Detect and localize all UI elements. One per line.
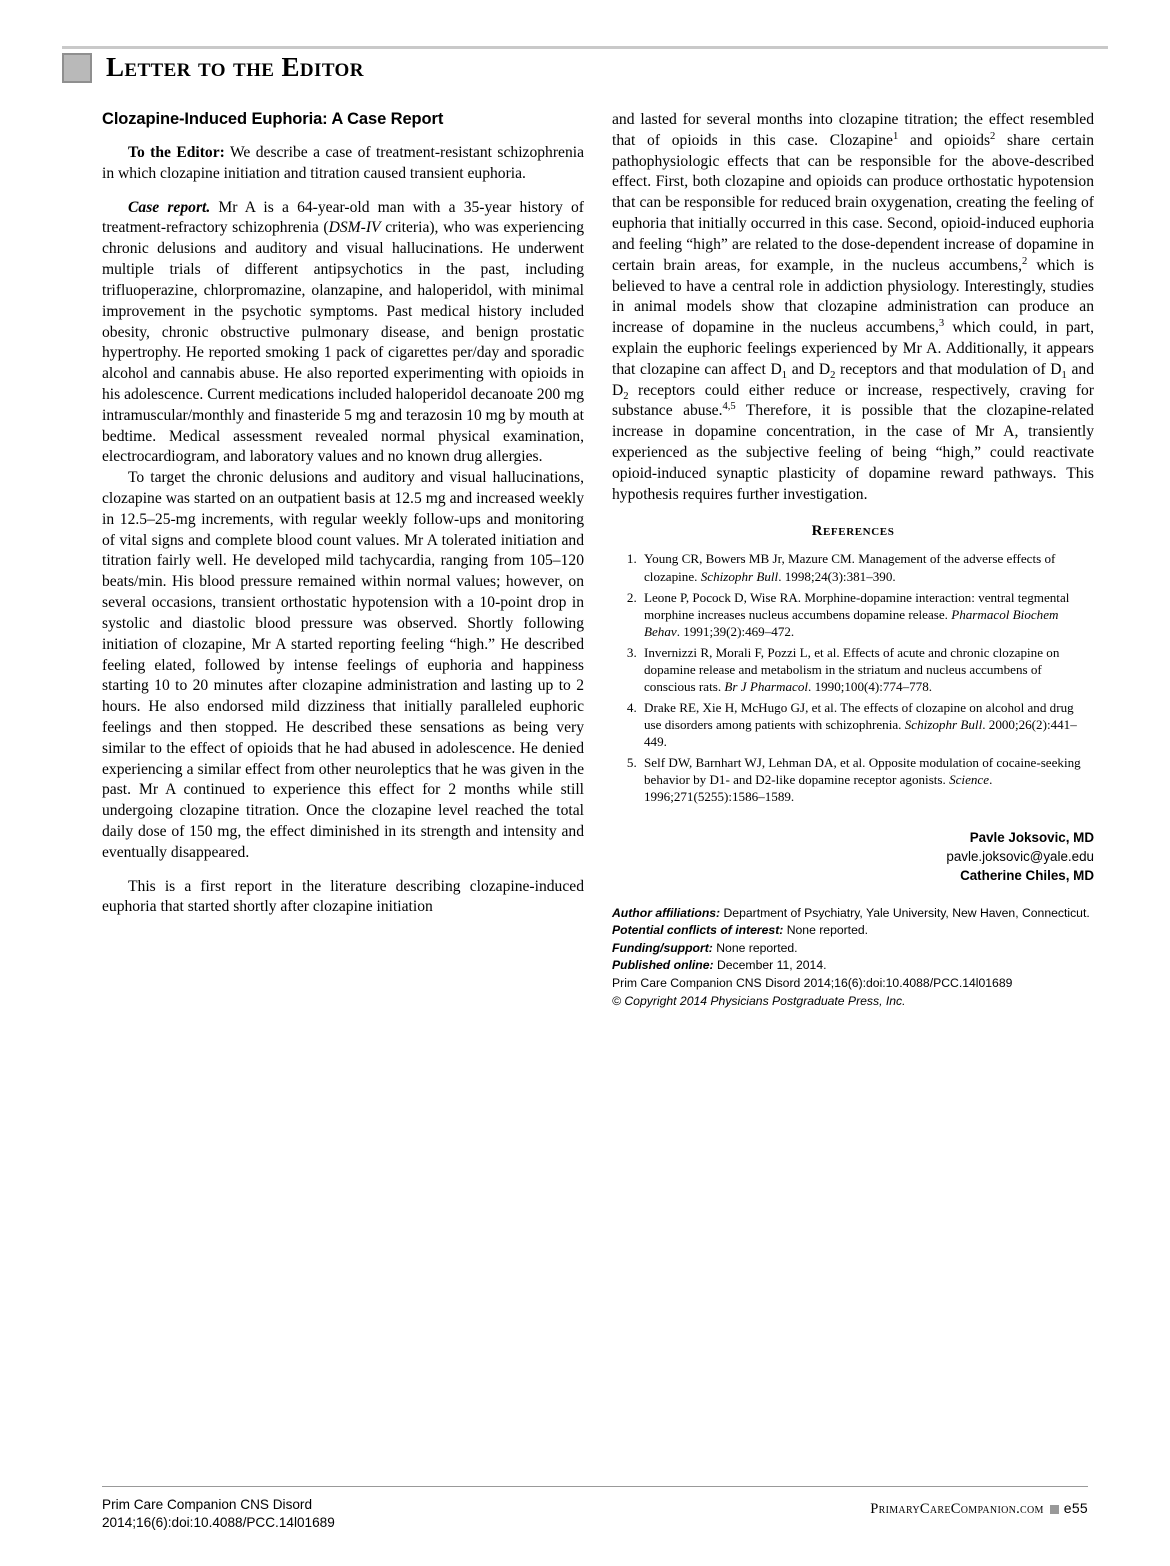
page-footer [102,1486,1088,1546]
reference-item [640,754,1094,805]
to-the-editor-text: We describe a case of treatment-resistant schizophrenia in which clozapine initiation and titration caused transient euphoria. [102,144,584,182]
section-title: Letter to the Editor [106,52,364,82]
dsm-reference: DSM-IV [328,219,381,237]
references-list [612,550,1094,805]
reference-journal: Science [949,772,990,788]
footnotes-block [612,905,1094,1010]
reference-text-a: Self DW, Barnhart WJ, Lehman DA, et al. Opposite modulation of cocaine-seeking behavior by D1- and D2-like dopamine receptor agonists. [644,755,1081,788]
author-block [612,828,1094,885]
citation-ref-2: 2 [990,130,996,142]
footnote-published-text: December 11, 2014. [713,958,827,973]
reference-text-b: . 1991;39(2):469–472. [676,623,795,639]
footnote-affiliations [612,905,1094,922]
discussion-i: receptors could either reduce or increase, respectively, craving for substance abuse. [612,381,1094,420]
discussion-d: which is believed to have a central role in addiction physiology. Interestingly, studies in animal models show that clozapine administration can produce an increase of dopamine in the nucleus accumbens, [612,256,1094,337]
footnote-conflicts-text: None reported. [783,923,869,938]
footnote-affiliations-label: Author affiliations: [612,905,721,920]
footer-journal-line-2: 2014;16(6):doi:10.4088/PCC.14l01689 [102,1515,335,1531]
to-the-editor-lead: To the Editor: [128,144,225,161]
author-name-2: Catherine Chiles, MD [960,867,1094,883]
footnote-funding-label: Funding/support: [612,940,713,955]
footer-site-block [870,1500,1088,1518]
reference-text-a: Drake RE, Xie H, McHugo GJ, et al. The effects of clozapine on alcohol and drug use disorders among patients with schizophrenia. [644,700,1074,733]
case-report-lead: Case report. [128,198,211,216]
footnote-citation: Prim Care Companion CNS Disord 2014;16(6):doi:10.4088/PCC.14l01689 [612,976,1013,990]
reference-text-a: Young CR, Bowers MB Jr, Mazure CM. Management of the adverse effects of clozapine. [644,551,1056,584]
reference-journal: Schizophr Bull [700,568,779,584]
footer-journal-line-1: Prim Care Companion CNS Disord [102,1497,313,1512]
reference-item [640,589,1094,640]
discussion-c: share certain pathophysiologic effects that can be responsible for the above-described effect. First, both clozapine and opioids can produce orthostatic hypotension that can be responsible for reduced brain oxygenation, creating the feeling of euphoria that initially occurred in this case. Second, opioid-induced euphoria and feeling “high” are related to the dose-dependent increase of dopamine in certain brain areas, for example, in the nucleus accumbens, [612,131,1095,274]
footnote-copyright: © Copyright 2014 Physicians Postgraduate Press, Inc. [612,993,906,1008]
header-rule [62,46,1108,49]
citation-ref-2b: 2 [1022,255,1028,267]
receptor-sub-3: 1 [1061,369,1067,381]
receptor-sub-4: 2 [623,390,629,402]
right-column [612,110,1094,1010]
reference-text-b: . 1996;271(5255):1586–1589. [644,772,993,805]
discussion-g: receptors and that modulation of D [835,360,1062,378]
footnote-funding [612,940,1094,957]
footnote-affiliations-text: Department of Psychiatry, Yale University, New Haven, Connecticut. [720,905,1090,920]
footnote-conflicts-label: Potential conflicts of interest: [612,923,784,938]
reference-journal: Schizophr Bull [904,717,983,733]
footer-rule [102,1486,1088,1487]
receptor-sub-1: 1 [781,369,788,381]
discussion-b: and opioids [898,131,991,149]
case-report-text-b: criteria), who was experiencing chronic delusions and auditory and visual hallucinations. He underwent multiple trials of different antipsychotics in the past, including trifluoperazine, chlorpromazine, olanzapine, and haloperidol, with minimal improvement in the psychotic symptoms. Past medical history included obesity, chronic obstructive pulmonary disease, and benign prostatic hypertrophy. He reported smoking 1 pack of cigarettes per/day and sporadic alcohol and cannabis abuse. He also reported experimenting with opioids in his adolescence. Current medications included haloperidol decanoate 200 mg intramuscular/monthly and finasteride 5 mg and terazosin 10 mg by mouth at bedtime. Medical assessment revealed normal physical examination, electrocardiogram, and laboratory values and no known drug allergies. [102,219,585,466]
reference-text-b: . 1998;24(3):381–390. [778,568,896,584]
discussion-h: and D [612,360,1094,399]
references-heading: References [811,523,895,540]
reference-journal: Pharmacol Biochem Behav [644,606,1059,639]
citation-ref-45: 4,5 [722,401,736,413]
citation-ref-3: 3 [938,317,945,329]
discussion-e: which could, in part, explain the euphoric feelings experienced by Mr A. Additionally, it appears that clozapine can affect D [612,319,1094,378]
footer-page-number: e55 [1063,1500,1088,1516]
footer-citation [102,1496,335,1533]
page-header [62,44,1108,90]
reference-journal: Br J Pharmacol [724,678,809,694]
reference-text-b: . 1990;100(4):774–778. [808,678,933,694]
footnote-published [612,957,1094,974]
paragraph-treatment-course: To target the chronic delusions and auditory and visual hallucinations, clozapine was started on an outpatient basis at 12.5 mg and increased weekly in 12.5–25-mg increments, with regular weekly follow-ups and monitoring of vital signs and complete blood count values. Mr A tolerated initiation and titration fairly well. He developed mild tachycardia, ranging from 105–120 beats/min. His blood pressure remained within normal values; however, on several occasions, transient orthostatic hypotension with a 10-point drop in systolic and diastolic blood pressure was observed. Shortly following initiation of clozapine, Mr A started reporting feeling “high.” He described feeling elated, followed by intense feelings of euphoria and happiness starting 10 to 20 minutes after clozapine administration and lasting up to 2 hours. He also endorsed mild dizziness that initially paralleled euphoric feelings and then stopped. He described these sensations as being very similar to the effect of opioids that he had abused in adolescence. He denied experiencing a similar effect from other neuroleptics that he was given in the past. Mr A continued to experience this effect for 2 months while still undergoing clozapine titration. Once the clozapine level reached the total daily dose of 150 mg, the effect diminished in its strength and intensity and eventually disappeared. [102,469,584,861]
reference-item [640,644,1094,695]
paragraph-first-report: This is a first report in the literature describing clozapine-induced euphoria that started shortly after clozapine initiation [102,877,584,916]
author-email[interactable]: pavle.joksovic@yale.edu [946,848,1094,864]
square-mark-icon [1050,1505,1059,1514]
reference-text-a: Invernizzi R, Morali F, Pozzi L, et al. Effects of acute and chronic clozapine on dopamine release and metabolism in the striatum and nucleus accumbens of conscious rats. [644,644,1060,694]
footnote-published-label: Published online: [612,958,714,973]
paragraph-to-the-editor [102,143,584,185]
reference-item [640,550,1094,584]
article-title: Clozapine-Induced Euphoria: A Case Report [102,110,444,128]
left-column [102,110,584,918]
footer-site[interactable]: PrimaryCareCompanion.com [870,1501,1044,1517]
reference-item [640,699,1094,750]
reference-text-b: . 2000;26(2):441–449. [644,717,1077,750]
paragraph-case-report [102,198,584,469]
reference-text-a: Leone P, Pocock D, Wise RA. Morphine-dopamine interaction: ventral tegmental morphine increases nucleus accumbens dopamine release. [644,589,1070,622]
discussion-a: and lasted for several months into clozapine titration; the effect resembled that of opioids in this case. Clozapine [612,111,1094,149]
discussion-j: Therefore, it is possible that the clozapine-related increase in dopamine concentration, in the case of Mr A, transiently experienced as the subjective feeling of being “high,” could reactivate opioid-induced synaptic plasticity of dopamine reward pathways. This hypothesis requires further investigation. [612,402,1094,503]
citation-ref-1: 1 [892,130,899,142]
author-name-1: Pavle Joksovic, MD [969,829,1094,845]
case-report-text-a: Mr A is a 64-year-old man with a 35-year history of treatment-refractory schizophrenia ( [102,198,584,237]
footnote-funding-text: None reported. [712,940,798,955]
footnote-conflicts [612,922,1094,939]
square-mark-icon [62,53,92,83]
discussion-f: and D [787,360,831,378]
receptor-sub-2: 2 [830,369,836,381]
paragraph-discussion [612,110,1094,505]
